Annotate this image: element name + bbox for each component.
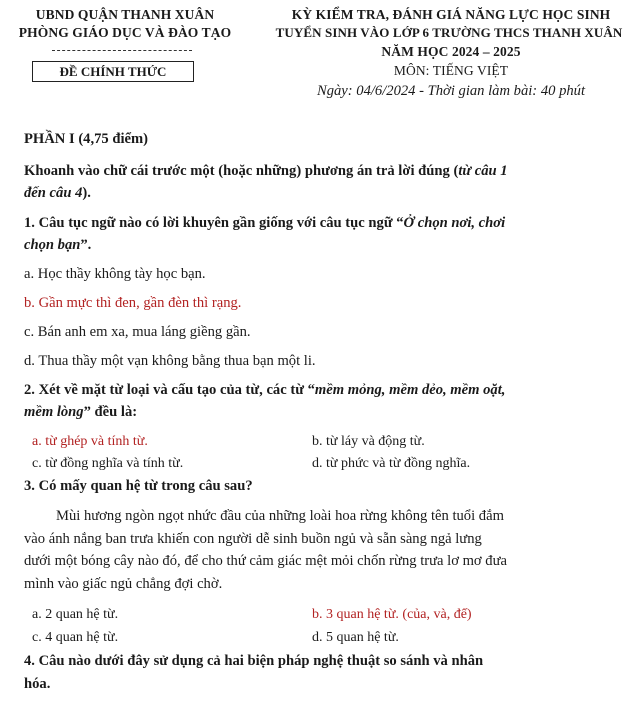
q1-line2-italic: chọn bạn: [24, 237, 81, 253]
q2-italic: mềm mỏng, mềm dẻo, mềm oặt,: [314, 382, 506, 398]
part1-instruction-line2: [24, 185, 91, 202]
q1-option-c[interactable]: c. Bán anh em xa, mua láng giềng gần.: [24, 324, 251, 340]
official-badge: ĐỀ CHÍNH THỨC: [32, 61, 194, 82]
passage-line: dưới một bóng cây nào đó, để cho thứ cảm giác mệt mỏi chốn rừng trưa lơ mơ đưa: [24, 553, 507, 569]
q2-option-a[interactable]: a. từ ghép và tính từ.: [32, 434, 148, 449]
q2-option-d[interactable]: d. từ phức và từ đồng nghĩa.: [312, 456, 471, 471]
q2-option-c[interactable]: c. từ đồng nghĩa và tính từ.: [32, 456, 184, 471]
q2-line1: [24, 382, 505, 399]
q3-option-d[interactable]: d. 5 quan hệ từ.: [312, 630, 399, 645]
instruction-italic: từ câu 1: [458, 163, 508, 179]
header-divider: [52, 50, 192, 51]
subject: MÔN: TIẾNG VIỆT: [393, 63, 509, 78]
q1-line1: [24, 215, 505, 232]
q1-option-b[interactable]: b. Gần mực thì đen, gần đèn thì rạng.: [24, 295, 242, 311]
q3-passage: [24, 505, 624, 595]
header-right-line2: TUYỂN SINH VÀO LỚP 6 TRƯỜNG THCS THANH XUÂN: [275, 25, 623, 40]
q1-italic: Ở chọn nơi, chơi: [403, 215, 506, 231]
q3-option-c[interactable]: c. 4 quan hệ từ.: [32, 630, 119, 645]
q2-option-b[interactable]: b. từ láy và động từ.: [312, 434, 425, 449]
instruction-bold: Khoanh vào chữ cái trước một (hoặc những) phương án trả lời đúng (: [24, 163, 459, 179]
school-year: NĂM HỌC 2024 – 2025: [381, 44, 521, 59]
q3-option-a[interactable]: a. 2 quan hệ từ.: [32, 607, 119, 622]
q2-line2-italic: mềm lòng: [24, 404, 84, 420]
q1-line2: [24, 237, 91, 254]
q2-bold: 2. Xét về mặt từ loại và cấu tạo của từ, các từ “: [24, 382, 315, 398]
q4-line1: 4. Câu nào dưới đây sử dụng cả hai biện pháp nghệ thuật so sánh và nhân: [24, 653, 484, 669]
q2-line2-end: ” đều là:: [83, 404, 138, 420]
header-left-line2: PHÒNG GIÁO DỤC VÀ ĐÀO TẠO: [18, 25, 232, 40]
date-time: Ngày: 04/6/2024 - Thời gian làm bài: 40 phút: [316, 83, 586, 99]
passage-line: vào ánh nắng ban trưa khiến con người dễ sinh buồn ngủ và sẵn sàng ngả lưng: [24, 530, 482, 547]
header-left-line1: UBND QUẬN THANH XUÂN: [35, 7, 215, 22]
passage-line: mình vào giấc ngủ chẳng đợi chờ.: [24, 575, 223, 592]
passage-line: Mùi hương ngòn ngọt nhức đầu của những loài hoa rừng không tên tuổi đắm: [56, 508, 504, 524]
q1-line2-end: ”.: [80, 237, 92, 253]
header-right-line1: KỲ KIỂM TRA, ĐÁNH GIÁ NĂNG LỰC HỌC SINH: [291, 7, 611, 22]
q1-bold: 1. Câu tục ngữ nào có lời khuyên gần giống với câu tục ngữ “: [24, 215, 404, 231]
q1-option-d[interactable]: d. Thua thầy một vạn không bằng thua bạn một li.: [24, 353, 316, 369]
part1-instruction-line1: [24, 163, 508, 180]
q3-question: 3. Có mấy quan hệ từ trong câu sau?: [24, 478, 253, 494]
q4-line2: hóa.: [24, 676, 51, 692]
q1-option-a[interactable]: a. Học thầy không tày học bạn.: [24, 266, 206, 282]
part1-title: PHẦN I (4,75 điểm): [24, 131, 149, 147]
q3-option-b[interactable]: b. 3 quan hệ từ. (của, và, để): [312, 607, 472, 622]
instruction-line2-italic: đến câu 4: [24, 185, 83, 201]
instruction-line2-end: ).: [82, 185, 91, 201]
q2-line2: [24, 404, 137, 421]
